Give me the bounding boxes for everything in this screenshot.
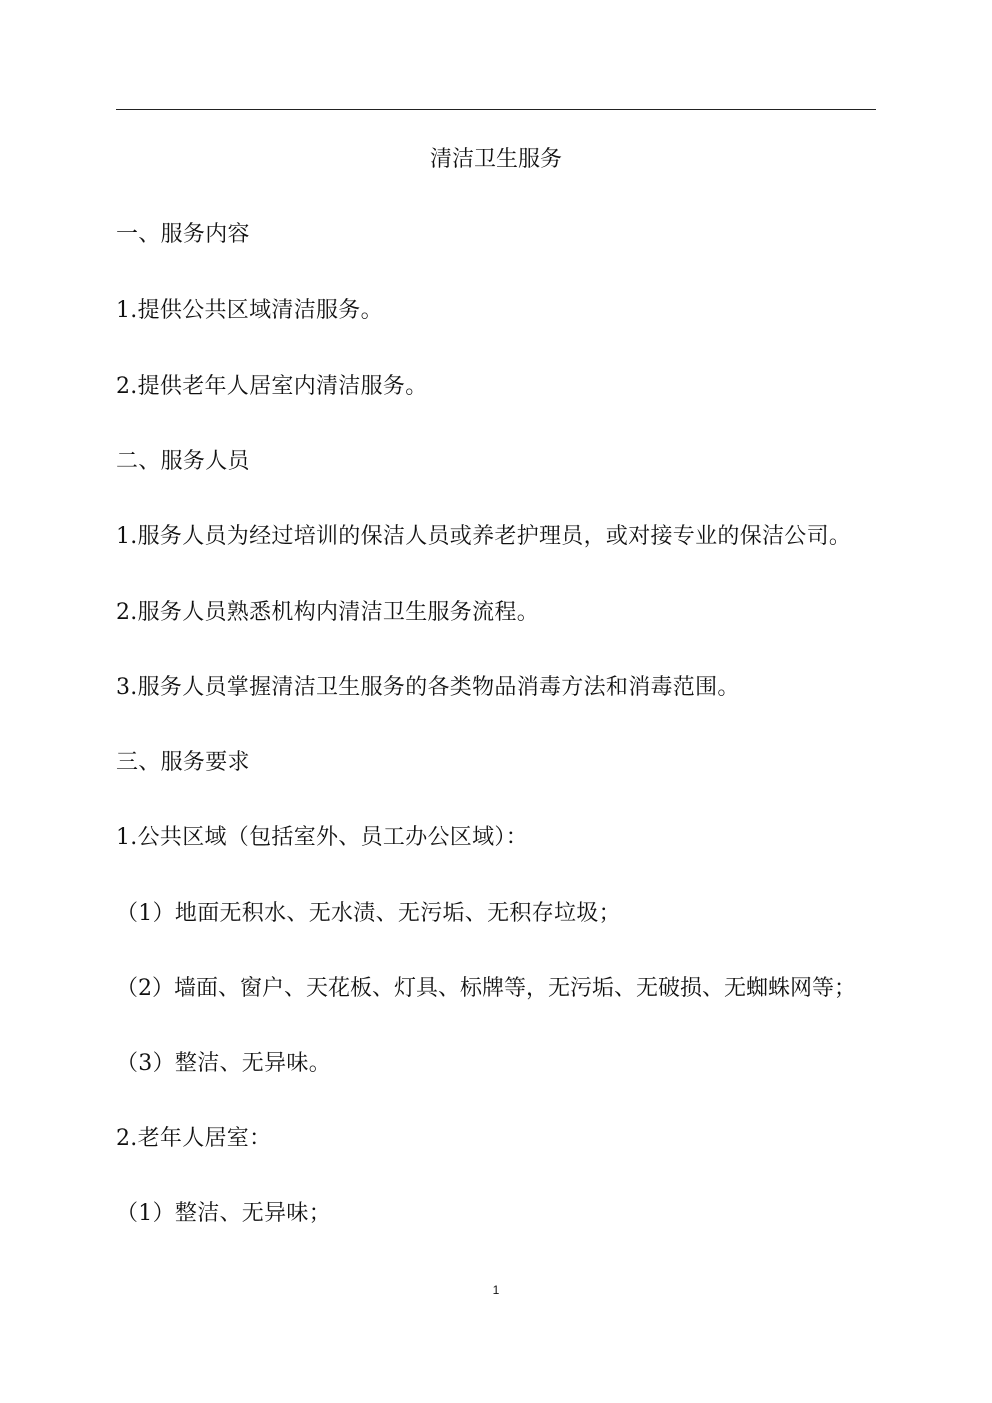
paragraph-line: （3）整洁、无异味。 bbox=[116, 1051, 331, 1076]
paragraph-line: 2.老年人居室： bbox=[116, 1126, 272, 1151]
page-number: 1 bbox=[492, 1283, 500, 1297]
section-heading-service-staff: 二、服务人员 bbox=[116, 449, 250, 474]
paragraph-line: （1）地面无积水、无水渍、无污垢、无积存垃圾； bbox=[116, 901, 621, 926]
header-rule bbox=[116, 109, 876, 110]
document-title: 清洁卫生服务 bbox=[429, 147, 562, 172]
paragraph-line: 2.服务人员熟悉机构内清洁卫生服务流程。 bbox=[116, 600, 539, 625]
section-heading-service-content: 一、服务内容 bbox=[116, 222, 250, 247]
paragraph-line: （1）整洁、无异味； bbox=[116, 1201, 331, 1226]
paragraph-line: 3.服务人员掌握清洁卫生服务的各类物品消毒方法和消毒范围。 bbox=[116, 675, 740, 700]
paragraph-line: 1.服务人员为经过培训的保洁人员或养老护理员，或对接专业的保洁公司。 bbox=[116, 524, 852, 549]
paragraph-line: 1.公共区域（包括室外、员工办公区域）： bbox=[116, 825, 528, 850]
paragraph-line: 1.提供公共区域清洁服务。 bbox=[116, 298, 383, 323]
section-heading-service-requirements: 三、服务要求 bbox=[116, 750, 250, 775]
paragraph-line: （2）墙面、窗户、天花板、灯具、标牌等，无污垢、无破损、无蜘蛛网等； bbox=[116, 976, 856, 1001]
paragraph-line: 2.提供老年人居室内清洁服务。 bbox=[116, 374, 428, 399]
